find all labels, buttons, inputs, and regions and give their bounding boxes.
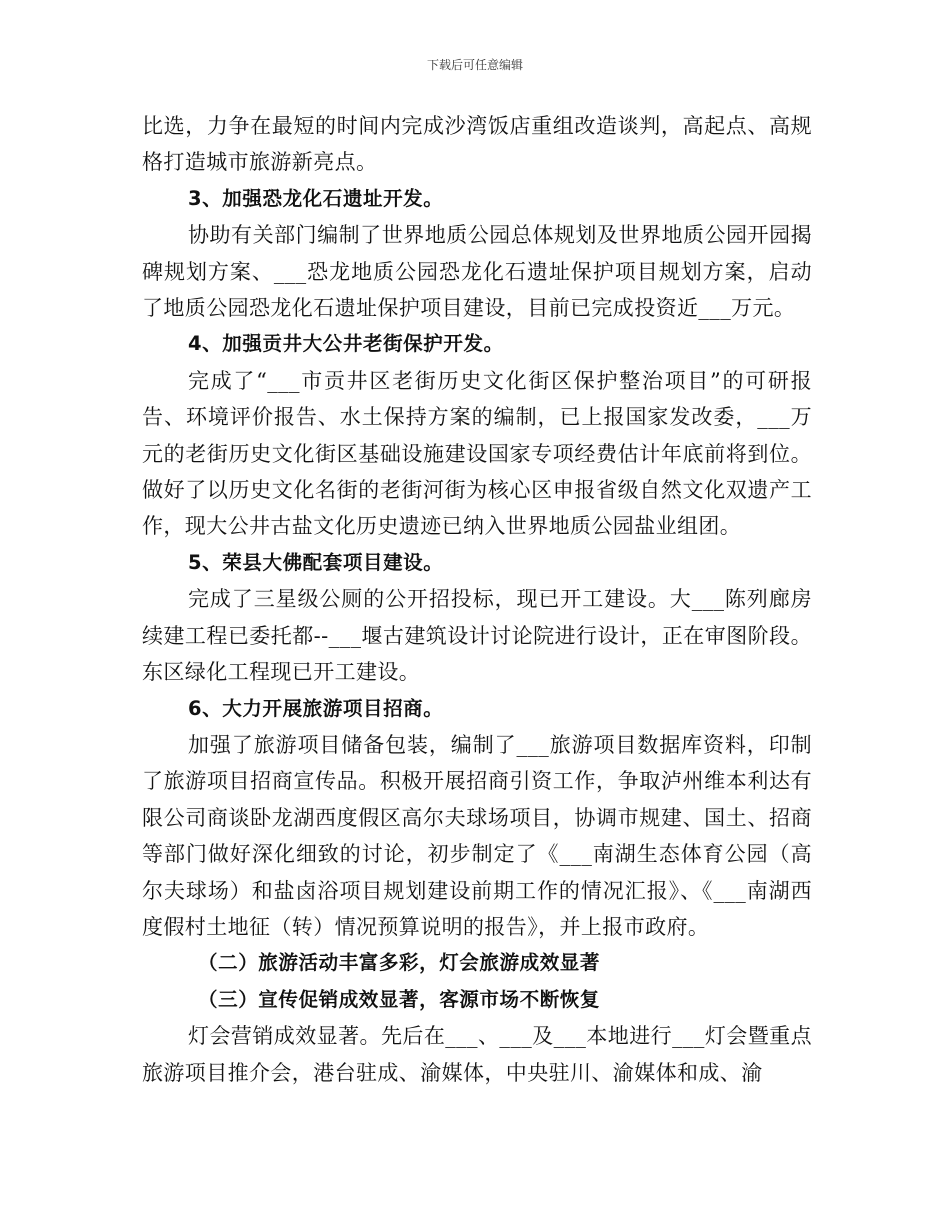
paragraph-promotion: 灯会营销成效显著。先后在___、___及___本地进行___灯会暨重点旅游项目推介会，港台驻成、渝媒体，中央驻川、渝媒体和成、渝 [142,1024,812,1085]
heading-old-street: 4、加强贡井大公井老街保护开发。 [188,332,504,356]
paragraph-old-street: 完成了“___市贡井区老街历史文化街区保护整治项目”的可研报告、环境评价报告、水土保持方案的编制，已上报国家发改委，___万元的老街历史文化街区基础设施建设国家专项经费估计年底前将到位。做好了以历史文化名街的老街河街为核心区申报省级自然文化双遗产工作，现大公井古盐文化历史遗迹已纳入世界地质公园盐业组团。 [142,368,812,539]
heading-dinosaur-site: 3、加强恐龙化石遗址开发。 [188,186,444,210]
document-body [142,108,812,1091]
heading-giant-buddha: 5、荣县大佛配套项目建设。 [188,550,444,574]
heading-investment: 6、大力开展旅游项目招商。 [188,696,444,720]
page-header: 下载后可任意编辑 [426,58,523,72]
heading-section-three: （三）宣传促销成效显著，客源市场不断恢复 [198,987,601,1011]
paragraph-giant-buddha: 完成了三星级公厕的公开招投标，现已开工建设。大___陈列廊房续建工程已委托都--___堰古建筑设计讨论院进行设计，正在审图阶段。东区绿化工程现已开工建设。 [142,587,812,685]
paragraph-intro: 比选，力争在最短的时间内完成沙湾饭店重组改造谈判，高起点、高规格打造城市旅游新亮点。 [142,114,812,175]
paragraph-investment: 加强了旅游项目储备包装，编制了___旅游项目数据库资料，印制了旅游项目招商宣传品。积极开展招商引资工作，争取泸州维本利达有限公司商谈卧龙湖西度假区高尔夫球场项目，协调市规建、国土、招商等部门做好深化细致的讨论，初步制定了《___南湖生态体育公园（高尔夫球场）和盐卤浴项目规划建设前期工作的情况汇报》、《___南湖西度假村土地征（转）情况预算说明的报告》，并上报市政府。 [142,732,812,939]
paragraph-dinosaur-site: 协助有关部门编制了世界地质公园总体规划及世界地质公园开园揭碑规划方案、___恐龙地质公园恐龙化石遗址保护项目规划方案，启动了地质公园恐龙化石遗址保护项目建设，目前已完成投资近___万元。 [142,223,812,321]
heading-section-two: （二）旅游活动丰富多彩，灯会旅游成效显著 [198,951,601,975]
